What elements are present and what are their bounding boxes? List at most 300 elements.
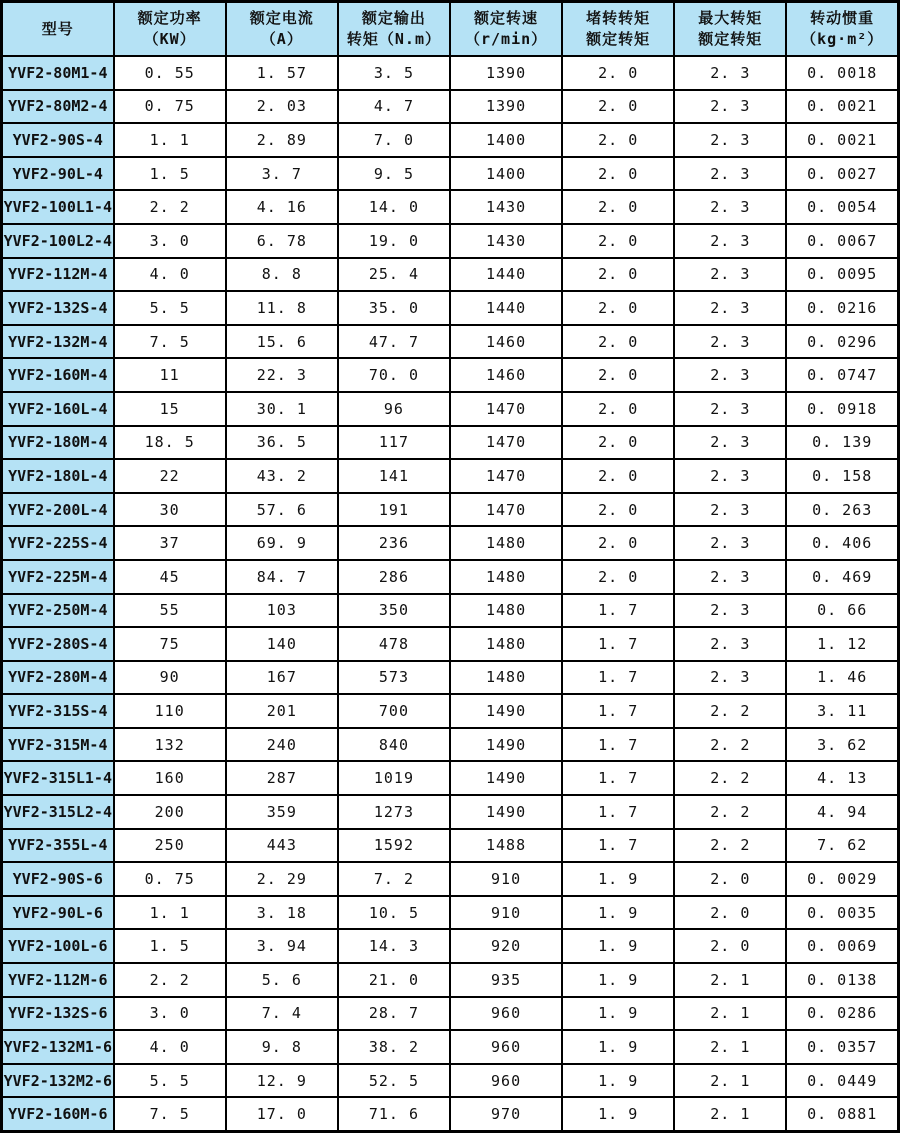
value-cell: 3. 11 [786, 694, 898, 728]
table-row [2, 190, 899, 224]
value-cell: 1. 1 [114, 123, 226, 157]
value-cell: 3. 5 [338, 56, 450, 90]
value-cell: 2. 3 [674, 224, 786, 258]
value-cell: 2. 0 [674, 862, 786, 896]
value-cell: 2. 2 [674, 829, 786, 863]
value-cell: 10. 5 [338, 896, 450, 930]
value-cell: 1. 46 [786, 661, 898, 695]
value-cell: 2. 3 [674, 325, 786, 359]
column-header-line: （kg·m²） [801, 30, 884, 48]
model-cell: YVF2-225M-4 [2, 560, 114, 594]
value-cell: 286 [338, 560, 450, 594]
value-cell: 191 [338, 493, 450, 527]
value-cell: 103 [226, 594, 338, 628]
column-header-line: 额定转速 [474, 9, 539, 27]
value-cell: 2. 1 [674, 997, 786, 1031]
value-cell: 4. 0 [114, 258, 226, 292]
value-cell: 25. 4 [338, 258, 450, 292]
model-cell: YVF2-80M2-4 [2, 90, 114, 124]
value-cell: 2. 3 [674, 123, 786, 157]
value-cell: 19. 0 [338, 224, 450, 258]
value-cell: 2. 0 [674, 896, 786, 930]
value-cell: 2. 1 [674, 1064, 786, 1098]
value-cell: 15 [114, 392, 226, 426]
value-cell: 2. 89 [226, 123, 338, 157]
value-cell: 96 [338, 392, 450, 426]
value-cell: 2. 0 [562, 123, 674, 157]
value-cell: 2. 2 [674, 694, 786, 728]
table-row [2, 627, 899, 661]
value-cell: 1490 [450, 761, 562, 795]
value-cell: 287 [226, 761, 338, 795]
value-cell: 1273 [338, 795, 450, 829]
value-cell: 7. 0 [338, 123, 450, 157]
value-cell: 9. 5 [338, 157, 450, 191]
value-cell: 7. 5 [114, 325, 226, 359]
value-cell: 1. 5 [114, 929, 226, 963]
value-cell: 1592 [338, 829, 450, 863]
value-cell: 840 [338, 728, 450, 762]
value-cell: 0. 0095 [786, 258, 898, 292]
value-cell: 2. 0 [562, 190, 674, 224]
value-cell: 3. 62 [786, 728, 898, 762]
value-cell: 1019 [338, 761, 450, 795]
value-cell: 11. 8 [226, 291, 338, 325]
column-header-line: 额定转矩 [586, 30, 651, 48]
value-cell: 359 [226, 795, 338, 829]
value-cell: 7. 62 [786, 829, 898, 863]
value-cell: 1390 [450, 90, 562, 124]
column-header-line: 额定功率 [137, 9, 202, 27]
value-cell: 30. 1 [226, 392, 338, 426]
table-row [2, 997, 899, 1031]
value-cell: 1. 1 [114, 896, 226, 930]
value-cell: 35. 0 [338, 291, 450, 325]
value-cell: 2. 3 [674, 258, 786, 292]
model-cell: YVF2-315S-4 [2, 694, 114, 728]
value-cell: 910 [450, 862, 562, 896]
value-cell: 160 [114, 761, 226, 795]
model-cell: YVF2-160M-6 [2, 1097, 114, 1131]
value-cell: 3. 18 [226, 896, 338, 930]
table-row [2, 661, 899, 695]
value-cell: 7. 5 [114, 1097, 226, 1131]
table-row [2, 56, 899, 90]
column-header-line: （KW） [143, 30, 196, 48]
value-cell: 1488 [450, 829, 562, 863]
value-cell: 117 [338, 426, 450, 460]
value-cell: 0. 0018 [786, 56, 898, 90]
model-cell: YVF2-132S-6 [2, 997, 114, 1031]
value-cell: 1. 7 [562, 627, 674, 661]
table-row [2, 123, 899, 157]
value-cell: 2. 0 [562, 258, 674, 292]
value-cell: 1. 7 [562, 795, 674, 829]
model-cell: YVF2-280M-4 [2, 661, 114, 695]
value-cell: 1400 [450, 123, 562, 157]
value-cell: 2. 3 [674, 190, 786, 224]
table-row [2, 1097, 899, 1131]
table-row [2, 1064, 899, 1098]
table-row [2, 291, 899, 325]
value-cell: 1. 9 [562, 1030, 674, 1064]
column-header-line: 额定电流 [249, 9, 314, 27]
column-header-2 [226, 2, 338, 57]
value-cell: 0. 0296 [786, 325, 898, 359]
value-cell: 22. 3 [226, 358, 338, 392]
value-cell: 4. 13 [786, 761, 898, 795]
value-cell: 84. 7 [226, 560, 338, 594]
model-cell: YVF2-90L-4 [2, 157, 114, 191]
column-header-line: 额定转矩 [698, 30, 763, 48]
value-cell: 2. 3 [674, 291, 786, 325]
value-cell: 12. 9 [226, 1064, 338, 1098]
table-body [2, 56, 899, 1131]
model-cell: YVF2-225S-4 [2, 526, 114, 560]
table-row [2, 761, 899, 795]
value-cell: 37 [114, 526, 226, 560]
value-cell: 0. 0138 [786, 963, 898, 997]
value-cell: 2. 2 [674, 761, 786, 795]
value-cell: 5. 5 [114, 1064, 226, 1098]
model-cell: YVF2-180M-4 [2, 426, 114, 460]
value-cell: 2. 0 [562, 224, 674, 258]
value-cell: 2. 3 [674, 426, 786, 460]
value-cell: 17. 0 [226, 1097, 338, 1131]
value-cell: 69. 9 [226, 526, 338, 560]
value-cell: 350 [338, 594, 450, 628]
value-cell: 2. 3 [674, 392, 786, 426]
value-cell: 1480 [450, 627, 562, 661]
value-cell: 4. 16 [226, 190, 338, 224]
model-cell: YVF2-132M2-6 [2, 1064, 114, 1098]
value-cell: 2. 2 [114, 190, 226, 224]
value-cell: 3. 7 [226, 157, 338, 191]
value-cell: 45 [114, 560, 226, 594]
model-cell: YVF2-90L-6 [2, 896, 114, 930]
value-cell: 2. 0 [562, 358, 674, 392]
table-row [2, 929, 899, 963]
value-cell: 2. 1 [674, 963, 786, 997]
value-cell: 2. 2 [114, 963, 226, 997]
table-row [2, 459, 899, 493]
column-header-line: 型号 [41, 19, 74, 38]
value-cell: 2. 0 [562, 392, 674, 426]
table-row [2, 896, 899, 930]
value-cell: 1. 9 [562, 997, 674, 1031]
table-row [2, 325, 899, 359]
value-cell: 1. 7 [562, 694, 674, 728]
value-cell: 0. 0021 [786, 123, 898, 157]
header-row [2, 2, 899, 57]
value-cell: 1460 [450, 358, 562, 392]
model-cell: YVF2-132M1-6 [2, 1030, 114, 1064]
table-row [2, 526, 899, 560]
value-cell: 55 [114, 594, 226, 628]
table-row [2, 392, 899, 426]
table-row [2, 426, 899, 460]
value-cell: 3. 94 [226, 929, 338, 963]
model-cell: YVF2-160M-4 [2, 358, 114, 392]
column-header-line: 转矩（N.m） [346, 30, 441, 48]
table-row [2, 862, 899, 896]
value-cell: 0. 0054 [786, 190, 898, 224]
value-cell: 0. 0357 [786, 1030, 898, 1064]
value-cell: 1. 9 [562, 862, 674, 896]
value-cell: 6. 78 [226, 224, 338, 258]
value-cell: 1. 9 [562, 929, 674, 963]
column-header-6 [674, 2, 786, 57]
value-cell: 4. 7 [338, 90, 450, 124]
value-cell: 2. 3 [674, 594, 786, 628]
value-cell: 0. 0918 [786, 392, 898, 426]
value-cell: 2. 1 [674, 1030, 786, 1064]
value-cell: 1490 [450, 728, 562, 762]
value-cell: 1470 [450, 459, 562, 493]
value-cell: 1460 [450, 325, 562, 359]
value-cell: 2. 0 [562, 526, 674, 560]
value-cell: 1470 [450, 426, 562, 460]
model-cell: YVF2-100L1-4 [2, 190, 114, 224]
value-cell: 0. 75 [114, 90, 226, 124]
value-cell: 2. 3 [674, 90, 786, 124]
value-cell: 1480 [450, 526, 562, 560]
value-cell: 1. 7 [562, 829, 674, 863]
value-cell: 0. 0881 [786, 1097, 898, 1131]
value-cell: 236 [338, 526, 450, 560]
value-cell: 0. 0216 [786, 291, 898, 325]
value-cell: 1480 [450, 594, 562, 628]
value-cell: 132 [114, 728, 226, 762]
value-cell: 5. 6 [226, 963, 338, 997]
value-cell: 167 [226, 661, 338, 695]
value-cell: 1. 9 [562, 963, 674, 997]
value-cell: 1. 7 [562, 728, 674, 762]
value-cell: 2. 0 [562, 560, 674, 594]
value-cell: 1. 5 [114, 157, 226, 191]
column-header-line: （A） [260, 30, 303, 48]
column-header-line: 最大转矩 [698, 9, 763, 27]
value-cell: 52. 5 [338, 1064, 450, 1098]
value-cell: 0. 0067 [786, 224, 898, 258]
table-row [2, 224, 899, 258]
value-cell: 2. 0 [562, 291, 674, 325]
value-cell: 1390 [450, 56, 562, 90]
value-cell: 1. 7 [562, 594, 674, 628]
value-cell: 200 [114, 795, 226, 829]
value-cell: 30 [114, 493, 226, 527]
model-cell: YVF2-355L-4 [2, 829, 114, 863]
table-row [2, 157, 899, 191]
value-cell: 3. 0 [114, 997, 226, 1031]
value-cell: 0. 0449 [786, 1064, 898, 1098]
model-cell: YVF2-100L2-4 [2, 224, 114, 258]
value-cell: 38. 2 [338, 1030, 450, 1064]
value-cell: 2. 0 [562, 426, 674, 460]
value-cell: 21. 0 [338, 963, 450, 997]
value-cell: 970 [450, 1097, 562, 1131]
model-cell: YVF2-112M-6 [2, 963, 114, 997]
table-row [2, 560, 899, 594]
column-header-5 [562, 2, 674, 57]
table-row [2, 90, 899, 124]
model-cell: YVF2-315L2-4 [2, 795, 114, 829]
value-cell: 7. 4 [226, 997, 338, 1031]
value-cell: 443 [226, 829, 338, 863]
value-cell: 478 [338, 627, 450, 661]
model-cell: YVF2-90S-6 [2, 862, 114, 896]
model-cell: YVF2-200L-4 [2, 493, 114, 527]
value-cell: 2. 0 [562, 325, 674, 359]
table-row [2, 594, 899, 628]
model-cell: YVF2-100L-6 [2, 929, 114, 963]
value-cell: 9. 8 [226, 1030, 338, 1064]
value-cell: 1490 [450, 694, 562, 728]
column-header-4 [450, 2, 562, 57]
value-cell: 75 [114, 627, 226, 661]
value-cell: 0. 0069 [786, 929, 898, 963]
value-cell: 1. 12 [786, 627, 898, 661]
column-header-line: 转动惯重 [810, 9, 875, 27]
model-cell: YVF2-90S-4 [2, 123, 114, 157]
value-cell: 0. 0021 [786, 90, 898, 124]
value-cell: 2. 3 [674, 157, 786, 191]
value-cell: 110 [114, 694, 226, 728]
value-cell: 1430 [450, 224, 562, 258]
value-cell: 960 [450, 1064, 562, 1098]
value-cell: 71. 6 [338, 1097, 450, 1131]
value-cell: 2. 2 [674, 795, 786, 829]
value-cell: 0. 0035 [786, 896, 898, 930]
value-cell: 1400 [450, 157, 562, 191]
value-cell: 4. 0 [114, 1030, 226, 1064]
value-cell: 140 [226, 627, 338, 661]
value-cell: 0. 469 [786, 560, 898, 594]
value-cell: 0. 139 [786, 426, 898, 460]
value-cell: 2. 3 [674, 56, 786, 90]
value-cell: 0. 75 [114, 862, 226, 896]
value-cell: 2. 3 [674, 358, 786, 392]
value-cell: 920 [450, 929, 562, 963]
value-cell: 141 [338, 459, 450, 493]
value-cell: 0. 263 [786, 493, 898, 527]
value-cell: 0. 0027 [786, 157, 898, 191]
table-row [2, 963, 899, 997]
value-cell: 8. 8 [226, 258, 338, 292]
value-cell: 3. 0 [114, 224, 226, 258]
value-cell: 1480 [450, 560, 562, 594]
column-header-line: （r/min） [464, 30, 548, 48]
column-header-line: 额定输出 [361, 9, 426, 27]
value-cell: 14. 3 [338, 929, 450, 963]
value-cell: 15. 6 [226, 325, 338, 359]
value-cell: 5. 5 [114, 291, 226, 325]
value-cell: 0. 0029 [786, 862, 898, 896]
table-row [2, 358, 899, 392]
table-row [2, 728, 899, 762]
value-cell: 2. 1 [674, 1097, 786, 1131]
value-cell: 1. 57 [226, 56, 338, 90]
value-cell: 2. 3 [674, 627, 786, 661]
value-cell: 1480 [450, 661, 562, 695]
value-cell: 1. 9 [562, 1097, 674, 1131]
value-cell: 700 [338, 694, 450, 728]
value-cell: 1440 [450, 291, 562, 325]
value-cell: 960 [450, 997, 562, 1031]
value-cell: 0. 158 [786, 459, 898, 493]
value-cell: 2. 2 [674, 728, 786, 762]
model-cell: YVF2-80M1-4 [2, 56, 114, 90]
value-cell: 1. 9 [562, 896, 674, 930]
value-cell: 1470 [450, 392, 562, 426]
value-cell: 0. 66 [786, 594, 898, 628]
column-header-1 [114, 2, 226, 57]
value-cell: 2. 0 [562, 459, 674, 493]
model-cell: YVF2-160L-4 [2, 392, 114, 426]
value-cell: 18. 5 [114, 426, 226, 460]
column-header-3 [338, 2, 450, 57]
model-cell: YVF2-132S-4 [2, 291, 114, 325]
model-cell: YVF2-180L-4 [2, 459, 114, 493]
value-cell: 2. 0 [562, 56, 674, 90]
value-cell: 2. 29 [226, 862, 338, 896]
value-cell: 2. 0 [562, 90, 674, 124]
table-header [2, 2, 899, 57]
value-cell: 70. 0 [338, 358, 450, 392]
value-cell: 1470 [450, 493, 562, 527]
value-cell: 14. 0 [338, 190, 450, 224]
value-cell: 1. 7 [562, 661, 674, 695]
value-cell: 2. 03 [226, 90, 338, 124]
value-cell: 4. 94 [786, 795, 898, 829]
value-cell: 240 [226, 728, 338, 762]
value-cell: 2. 3 [674, 459, 786, 493]
column-header-7 [786, 2, 898, 57]
value-cell: 201 [226, 694, 338, 728]
model-cell: YVF2-132M-4 [2, 325, 114, 359]
value-cell: 90 [114, 661, 226, 695]
table-row [2, 493, 899, 527]
value-cell: 36. 5 [226, 426, 338, 460]
value-cell: 0. 0747 [786, 358, 898, 392]
value-cell: 2. 3 [674, 526, 786, 560]
value-cell: 1. 9 [562, 1064, 674, 1098]
table-row [2, 694, 899, 728]
value-cell: 7. 2 [338, 862, 450, 896]
model-cell: YVF2-280S-4 [2, 627, 114, 661]
value-cell: 2. 3 [674, 493, 786, 527]
model-cell: YVF2-315L1-4 [2, 761, 114, 795]
value-cell: 11 [114, 358, 226, 392]
value-cell: 2. 0 [562, 493, 674, 527]
value-cell: 43. 2 [226, 459, 338, 493]
value-cell: 1. 7 [562, 761, 674, 795]
model-cell: YVF2-315M-4 [2, 728, 114, 762]
column-header-0 [2, 2, 114, 57]
value-cell: 0. 55 [114, 56, 226, 90]
value-cell: 935 [450, 963, 562, 997]
value-cell: 1440 [450, 258, 562, 292]
value-cell: 22 [114, 459, 226, 493]
value-cell: 573 [338, 661, 450, 695]
model-cell: YVF2-112M-4 [2, 258, 114, 292]
value-cell: 0. 0286 [786, 997, 898, 1031]
value-cell: 910 [450, 896, 562, 930]
value-cell: 2. 0 [674, 929, 786, 963]
model-cell: YVF2-250M-4 [2, 594, 114, 628]
table-row [2, 258, 899, 292]
table-row [2, 795, 899, 829]
